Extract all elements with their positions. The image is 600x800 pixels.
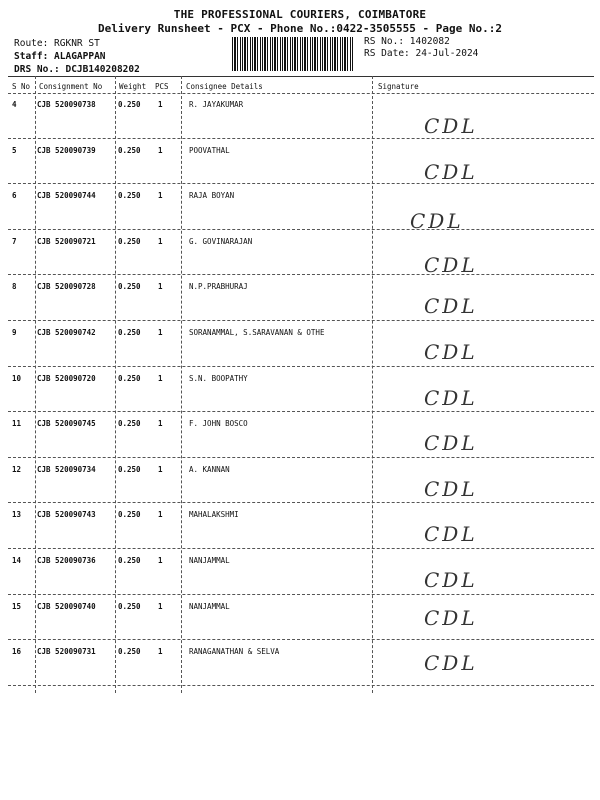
- drs-number: DRS No.: DCJB140208202: [14, 64, 140, 75]
- consignee-cell: F. JOHN BOSCO: [189, 419, 248, 429]
- weight-cell: 0.250: [118, 510, 141, 520]
- row-divider: [8, 639, 594, 640]
- row-divider: [8, 183, 594, 184]
- col-header-sno: S No: [12, 82, 31, 91]
- table-row: [0, 100, 600, 146]
- table-row: [0, 465, 600, 511]
- sno-cell: 10: [12, 373, 22, 383]
- consignment-cell: CJB 520090744: [37, 191, 96, 201]
- consignment-cell: CJB 520090740: [37, 601, 96, 611]
- route-label: Route: RGKNR ST: [14, 38, 100, 49]
- header-divider: [8, 93, 594, 94]
- sno-cell: 14: [12, 556, 22, 565]
- table-row: [0, 237, 600, 283]
- col-header-weight: Weight: [119, 82, 147, 91]
- row-divider: [8, 594, 594, 595]
- consignee-cell: POOVATHAL: [189, 145, 230, 155]
- sno-cell: 11: [12, 419, 22, 429]
- signature-mark: CDL: [424, 294, 478, 319]
- signature-mark: CDL: [424, 522, 478, 547]
- pcs-cell: 1: [158, 145, 163, 155]
- runsheet-title: Delivery Runsheet - PCX - Phone No.:0422-3505555 - Page No.:2: [98, 22, 502, 35]
- weight-cell: 0.250: [118, 145, 141, 155]
- pcs-cell: 1: [158, 328, 163, 337]
- row-divider: [8, 685, 594, 686]
- signature-mark: CDL: [424, 605, 478, 630]
- pcs-cell: 1: [158, 647, 163, 657]
- signature-mark: CDL: [424, 385, 478, 410]
- pcs-cell: 1: [158, 373, 163, 383]
- weight-cell: 0.250: [118, 191, 141, 201]
- sno-cell: 13: [12, 510, 22, 520]
- row-divider: [8, 274, 594, 275]
- weight-cell: 0.250: [118, 647, 141, 657]
- sno-cell: 5: [12, 145, 17, 155]
- pcs-cell: 1: [158, 100, 163, 109]
- row-divider: [8, 320, 594, 321]
- consignee-cell: S.N. BOOPATHY: [189, 373, 248, 383]
- signature-mark: CDL: [424, 431, 478, 456]
- row-divider: [8, 502, 594, 503]
- sno-cell: 4: [12, 100, 17, 109]
- rs-date: RS Date: 24-Jul-2024: [364, 48, 479, 59]
- consignment-cell: CJB 520090720: [37, 373, 96, 383]
- weight-cell: 0.250: [118, 100, 141, 109]
- signature-mark: CDL: [424, 651, 478, 676]
- col-header-signature: Signature: [378, 82, 419, 91]
- sno-cell: 12: [12, 464, 22, 474]
- table-row: [0, 374, 600, 420]
- weight-cell: 0.250: [118, 556, 141, 565]
- consignment-cell: CJB 520090742: [37, 328, 96, 337]
- row-divider: [8, 138, 594, 139]
- row-divider: [8, 229, 594, 230]
- weight-cell: 0.250: [118, 282, 141, 292]
- table-row: [0, 602, 600, 648]
- pcs-cell: 1: [158, 282, 163, 292]
- weight-cell: 0.250: [118, 464, 141, 474]
- weight-cell: 0.250: [118, 601, 141, 611]
- weight-cell: 0.250: [118, 328, 141, 337]
- table-row: [0, 647, 600, 693]
- pcs-cell: 1: [158, 601, 163, 611]
- consignee-cell: NANJAMMAL: [189, 601, 230, 611]
- sno-cell: 8: [12, 282, 17, 292]
- table-row: [0, 282, 600, 328]
- consignment-cell: CJB 520090738: [37, 100, 96, 109]
- signature-mark: CDL: [424, 252, 478, 277]
- consignment-cell: CJB 520090736: [37, 556, 96, 565]
- company-title: THE PROFESSIONAL COURIERS, COIMBATORE: [173, 8, 427, 21]
- consignee-cell: SORANAMMAL, S.SARAVANAN & OTHE: [189, 328, 325, 337]
- consignment-cell: CJB 520090734: [37, 464, 96, 474]
- weight-cell: 0.250: [118, 236, 141, 246]
- table-row: [0, 556, 600, 602]
- row-divider: [8, 457, 594, 458]
- consignee-cell: NANJAMMAL: [189, 556, 230, 565]
- table-row: [0, 146, 600, 192]
- signature-mark: CDL: [424, 568, 478, 592]
- signature-mark: CDL: [424, 476, 478, 501]
- pcs-cell: 1: [158, 556, 163, 565]
- staff-label: Staff: ALAGAPPAN: [14, 51, 106, 62]
- pcs-cell: 1: [158, 236, 163, 246]
- table-row: [0, 419, 600, 465]
- consignment-cell: CJB 520090721: [37, 236, 96, 246]
- weight-cell: 0.250: [118, 419, 141, 429]
- sno-cell: 16: [12, 647, 22, 657]
- rs-number: RS No.: 1402082: [364, 36, 450, 47]
- sno-cell: 6: [12, 191, 17, 201]
- consignee-cell: R. JAYAKUMAR: [189, 100, 244, 109]
- col-header-pcs: PCS: [155, 82, 169, 91]
- table-row: [0, 510, 600, 556]
- row-divider: [8, 548, 594, 549]
- consignment-cell: CJB 520090728: [37, 282, 96, 292]
- table-row: [0, 328, 600, 374]
- consignment-cell: CJB 520090743: [37, 510, 96, 520]
- table-row: [0, 191, 600, 237]
- consignee-cell: MAHALAKSHMI: [189, 510, 239, 520]
- consignment-cell: CJB 520090731: [37, 647, 96, 657]
- pcs-cell: 1: [158, 464, 163, 474]
- consignment-cell: CJB 520090739: [37, 145, 96, 155]
- consignee-cell: G. GOVINARAJAN: [189, 236, 253, 246]
- signature-mark: CDL: [424, 159, 478, 184]
- consignee-cell: RAJA BOYAN: [189, 191, 235, 201]
- col-header-consignment: Consignment No: [39, 82, 103, 91]
- sno-cell: 9: [12, 328, 17, 337]
- sno-cell: 7: [12, 236, 17, 246]
- barcode-image: [232, 37, 354, 71]
- signature-mark: CDL: [424, 114, 478, 138]
- signature-mark: CDL: [424, 340, 478, 364]
- row-divider: [8, 366, 594, 367]
- consignee-cell: A. KANNAN: [189, 464, 230, 474]
- pcs-cell: 1: [158, 510, 163, 520]
- row-divider: [8, 411, 594, 412]
- consignment-cell: CJB 520090745: [37, 419, 96, 429]
- consignee-cell: RANAGANATHAN & SELVA: [189, 647, 280, 657]
- pcs-cell: 1: [158, 191, 163, 201]
- consignee-cell: N.P.PRABHURAJ: [189, 282, 248, 292]
- pcs-cell: 1: [158, 419, 163, 429]
- sno-cell: 15: [12, 601, 22, 611]
- signature-mark: CDL: [410, 209, 464, 234]
- col-header-consignee: Consignee Details: [186, 82, 263, 91]
- table-top-rule: [8, 76, 594, 77]
- weight-cell: 0.250: [118, 373, 141, 383]
